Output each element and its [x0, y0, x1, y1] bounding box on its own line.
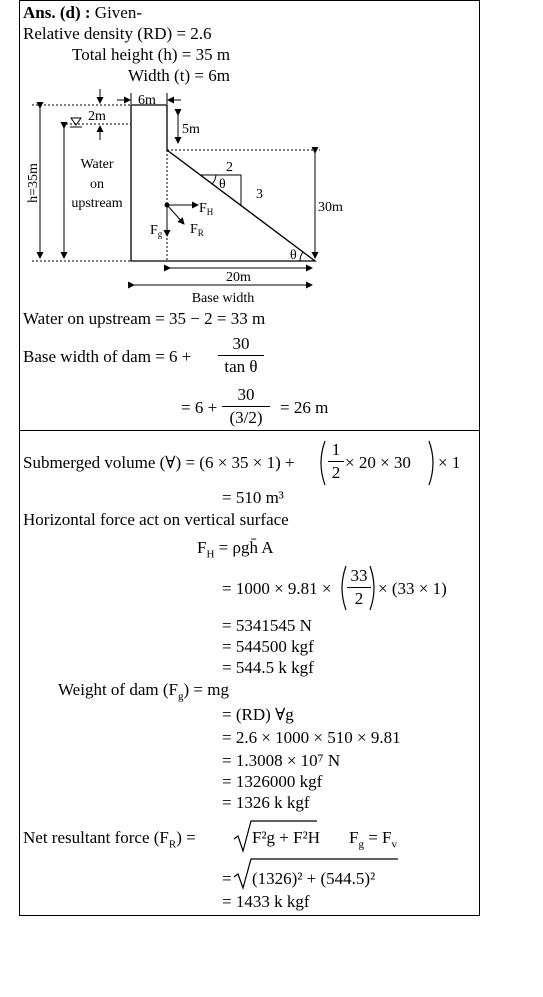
base-part-label: 20m [226, 270, 251, 285]
weight-step-1: = (RD) ∀g [222, 705, 294, 724]
weight-step-5: = 1326 k kgf [222, 793, 310, 812]
submerged-half-fraction: 1 2 [328, 440, 344, 483]
fh-fraction: 33 2 [347, 566, 371, 609]
force-h-label: $F_H$ [199, 201, 214, 217]
water-gap-label: 2m [88, 109, 106, 124]
nr-eq-2: = [222, 869, 232, 888]
horizontal-force-title: Horizontal force act on vertical surface [23, 510, 289, 529]
answer-label: Ans. (d) : [23, 3, 91, 22]
fh-result-1: = 5341545 N [222, 616, 312, 635]
answer-line [23, 3, 142, 23]
nr-side-note: $F_g = F_v$ [349, 828, 398, 851]
nr-radicand-1: F²g + F²H [252, 828, 320, 847]
force-g-label: $F_g$ [150, 223, 163, 239]
given-relative-density: Relative density (RD) = 2.6 [23, 24, 212, 43]
base-eq-2: = 6 + [181, 398, 218, 417]
weight-step-2: = 2.6 × 1000 × 510 × 9.81 [222, 728, 401, 747]
fh-eq-right: × (33 × 1) [378, 579, 447, 598]
base-theta-label: θ [290, 248, 297, 263]
base-width-label: Base width [191, 291, 255, 306]
weight-of-dam-line: Weight of dam $(F_g)$ = mg [58, 680, 229, 703]
fh-formula: $F_H$ = ρgh̄ A [197, 538, 274, 561]
submerged-result: = 510 m³ [222, 488, 284, 507]
base-fraction-1: 30 tan θ [218, 334, 264, 377]
nr-radicand-2: (1326)² + (544.5)² [252, 869, 376, 888]
step-height-label: 5m [182, 122, 200, 137]
water-label-2: on [90, 177, 104, 192]
fh-eq-left: = 1000 × 9.81 × [222, 579, 332, 598]
fh-result-2: = 544500 kgf [222, 637, 314, 656]
given-label: Given- [90, 3, 143, 22]
slope-rise-label: 3 [256, 187, 263, 202]
height-dimension-label: h=35m [26, 163, 41, 203]
given-width: Width (t) = 6m [128, 66, 230, 85]
base-result: = 26 m [280, 398, 329, 417]
right-height-label: 30m [318, 200, 343, 215]
net-resultant-line: Net resultant force $(F_R)$ = [23, 828, 196, 851]
nr-result: = 1433 k kgf [222, 892, 310, 911]
force-r-label: $F_R$ [190, 222, 204, 238]
water-upstream-line: Water on upstream = 35 − 2 = 33 m [23, 309, 266, 328]
top-width-label: 6m [138, 93, 156, 108]
slope-theta-label: θ [219, 177, 226, 192]
slope-run-label: 2 [226, 160, 233, 175]
base-width-label-line: Base width of dam = 6 + [23, 347, 192, 366]
submerged-volume-line: Submerged volume (∀) = (6 × 35 × 1) + [23, 453, 295, 472]
submerged-rest: × 20 × 30 [345, 453, 411, 472]
fh-result-3: = 544.5 k kgf [222, 658, 314, 677]
weight-step-4: = 1326000 kgf [222, 772, 323, 791]
weight-step-3: = 1.3008 × 10⁷ N [222, 751, 341, 770]
water-label-3: upstream [71, 196, 123, 211]
water-label-1: Water [80, 157, 114, 172]
given-total-height: Total height (h) = 35 m [72, 45, 231, 64]
base-fraction-2: 30 (3/2) [222, 385, 270, 428]
submerged-times-one: × 1 [438, 453, 461, 472]
dam-diagram [20, 88, 343, 313]
